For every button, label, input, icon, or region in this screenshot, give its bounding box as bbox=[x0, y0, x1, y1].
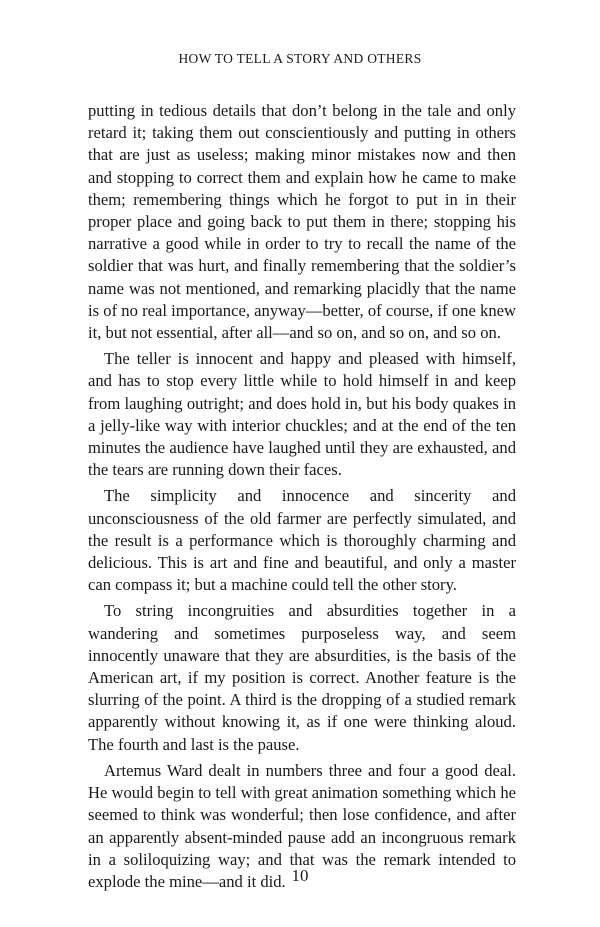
body-text bbox=[88, 100, 516, 893]
paragraph: The teller is innocent and happy and pleased with himself, and has to stop every little while to hold himself in and keep from laughing outright; and does hold in, but his body quakes in a jelly-like way with interior chuckles; and at the end of the ten minutes the audience have laughed until they are exhausted, and the tears are running down their faces. bbox=[88, 349, 516, 480]
page-number: 10 bbox=[291, 866, 309, 885]
paragraph: putting in tedious details that don’t belong in the tale and only retard it; taking them out conscientiously and putting in others that are just as useless; making minor mistakes now and then and stopping to correct them and explain how he came to make them; remembering things which he forgot to put in in their proper place and going back to put them in there; stopping his narrative a good while in order to try to recall the name of the soldier that was hurt, and finally remembering that the soldier’s name was not mentioned, and remarking placidly that the name is of no real importance, anyway—better, of course, if one knew it, but not essential, after all—and so on, and so on, and so on. bbox=[88, 101, 516, 343]
paragraph: Artemus Ward dealt in numbers three and four a good deal. He would begin to tell with great animation something which he seemed to think was wonderful; then lose confidence, and after an apparently absent-minded pause add an incongruous remark in a soliloquizing way; and that was the remark intended to explode the mine—and it did. bbox=[88, 760, 516, 891]
paragraph: The simplicity and innocence and sincerity and unconsciousness of the old farmer are perfectly simulated, and the result is a performance which is thoroughly charming and delicious. This is art and fine and beautiful, and only a master can compass it; but a machine could tell the other story. bbox=[88, 486, 516, 595]
paragraph: To string incongruities and absurdities together in a wandering and sometimes purposeless way, and seem innocently unaware that they are absurdities, is the basis of the American art, if my position is correct. Another feature is the slurring of the point. A third is the dropping of a studied remark apparently without knowing it, as if one were thinking aloud. The fourth and last is the pause. bbox=[88, 601, 516, 754]
running-header: HOW TO TELL A STORY AND OTHERS bbox=[178, 51, 422, 66]
